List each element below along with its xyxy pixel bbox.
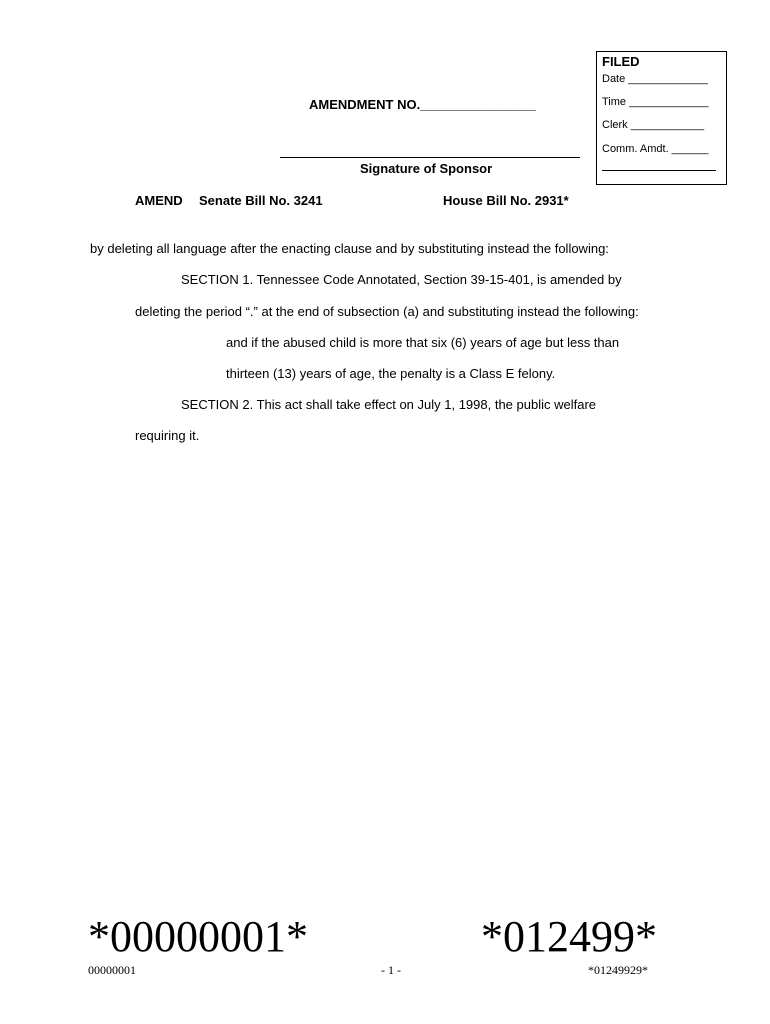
barcode-text-right: *012499* [481,912,657,961]
section-2-line-2: requiring it. [135,428,200,443]
amendment-number: AMENDMENT NO.________________ [309,97,536,112]
document-code-right: *01249929* [588,963,648,977]
filed-box [596,51,727,185]
filed-time-field: Time _____________ [602,96,709,108]
amend-label: AMEND [135,193,183,208]
filed-blank-line [602,170,716,171]
filed-title: FILED [602,54,640,69]
quoted-text-line-2: thirteen (13) years of age, the penalty is a Class E felony. [226,366,556,381]
senate-bill-number: Senate Bill No. 3241 [199,193,323,208]
page-number: - 1 - [381,963,401,977]
section-1-line-2: deleting the period “.” at the end of subsection (a) and substituting instead the following: [135,304,639,319]
barcode-text-left: *00000001* [88,912,308,961]
filed-comm-amdt-field: Comm. Amdt. ______ [602,143,709,155]
document-code-left: 00000001 [88,963,136,977]
filed-clerk-field: Clerk ____________ [602,119,705,131]
signature-line [280,157,580,158]
signature-caption: Signature of Sponsor [360,161,493,176]
quoted-text-line-1: and if the abused child is more that six (6) years of age but less than [226,335,620,350]
intro-paragraph: by deleting all language after the enacting clause and by substituting instead the following: [90,241,609,256]
section-2-line-1: SECTION 2. This act shall take effect on July 1, 1998, the public welfare [181,397,597,412]
filed-date-field: Date _____________ [602,73,708,85]
section-1-line-1: SECTION 1. Tennessee Code Annotated, Section 39-15-401, is amended by [181,272,622,287]
house-bill-number: House Bill No. 2931* [443,193,569,208]
